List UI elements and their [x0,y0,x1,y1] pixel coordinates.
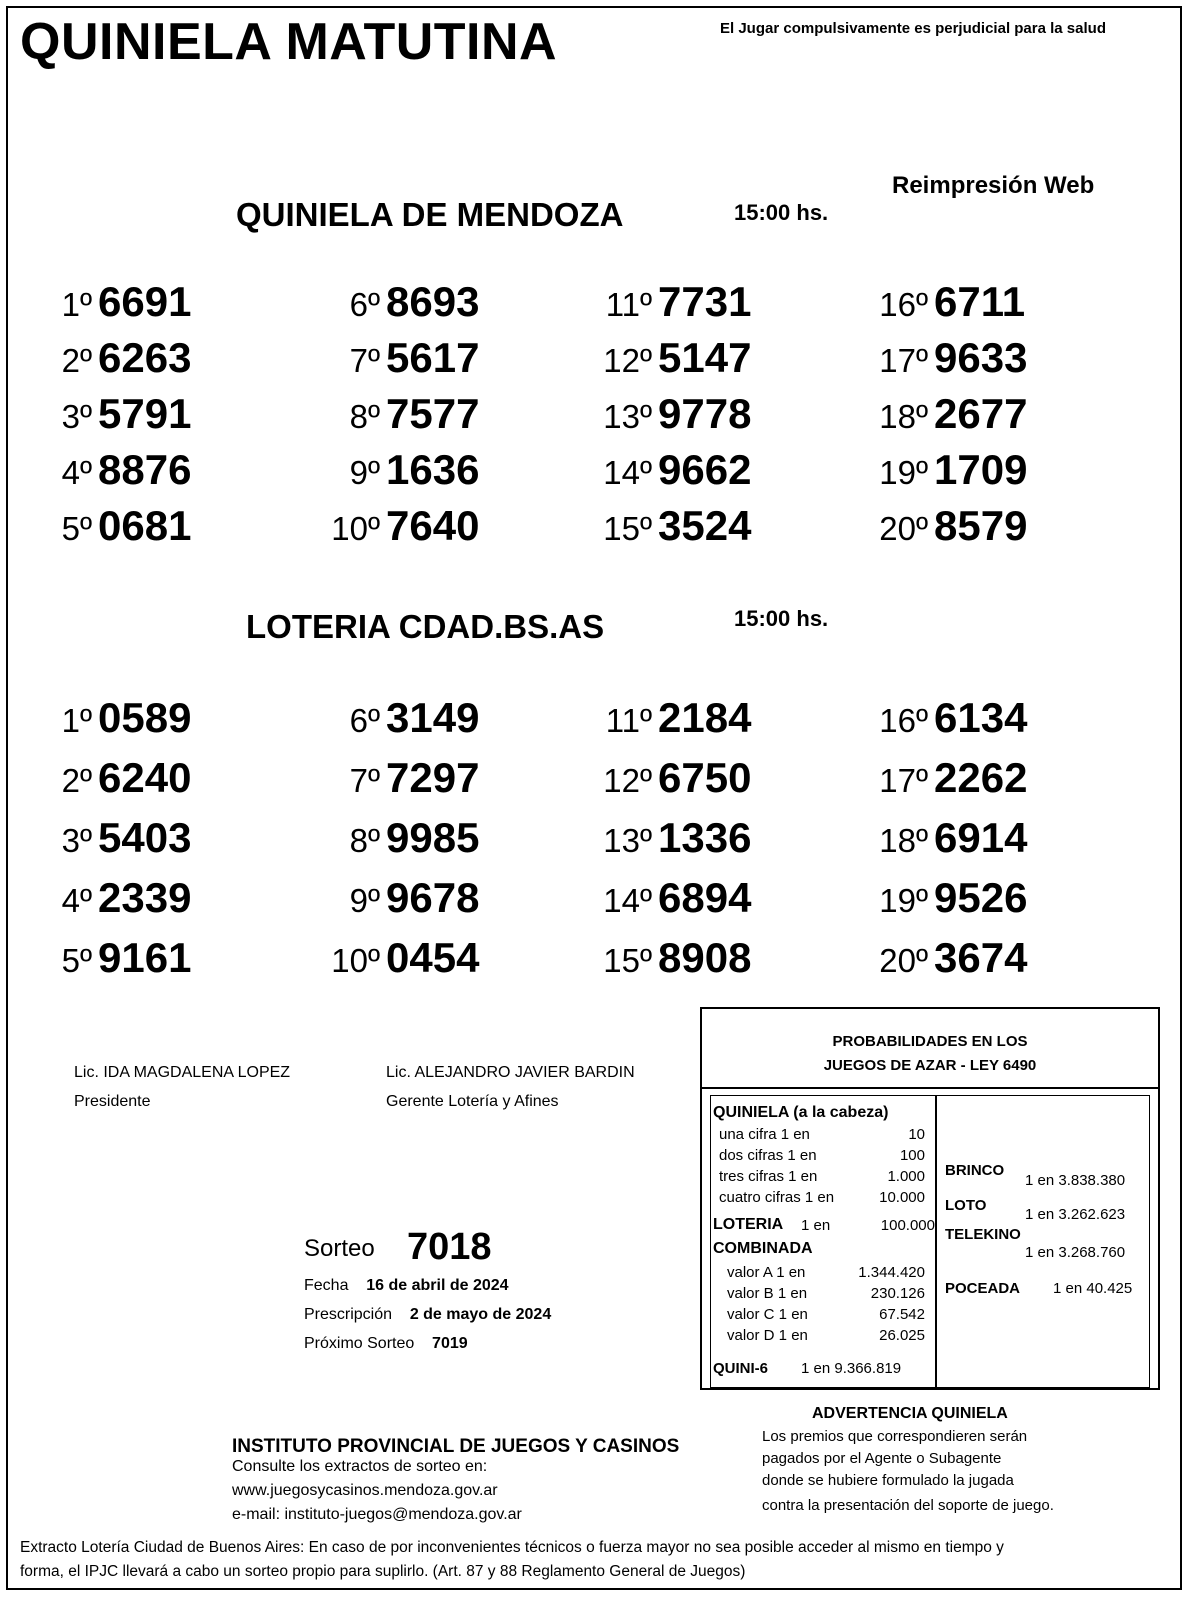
advertencia-title: ADVERTENCIA QUINIELA [812,1405,1008,1422]
advertencia-line-4: contra la presentación del soporte de juego. [762,1497,1054,1514]
footer-line-1: Extracto Lotería Ciudad de Buenos Aires: En caso de por inconvenientes técnicos o fuerza mayor no sea posible acceder al mismo en tiempo y [20,1539,1004,1556]
result-position: 13º [603,398,652,435]
prob-row-label: cuatro cifras 1 en [719,1189,835,1206]
prob-title-line1: PROBABILIDADES EN LOS [832,1033,1028,1050]
result-row [0,502,1200,562]
result-position: 3º [61,398,92,435]
prob-row-value: 1.344.420 [858,1264,925,1281]
prob-row-value: 1.000 [887,1168,925,1185]
result-cell [26,934,191,982]
loto-value: 1 en 3.262.623 [1025,1206,1126,1223]
result-position: 5º [61,942,92,979]
result-number: 0454 [386,934,480,981]
result-cell [26,278,191,326]
result-cell [572,334,751,382]
result-number: 6263 [98,334,192,381]
section-time-mendoza: 15:00 hs. [734,200,829,225]
result-cell [572,814,751,862]
result-cell [848,934,1027,982]
result-number: 2184 [658,694,752,741]
result-cell [300,934,479,982]
result-cell [848,390,1027,438]
result-number: 1636 [386,446,480,493]
result-row [0,446,1200,506]
fecha-value: 16 de abril de 2024 [366,1277,509,1294]
result-number: 8908 [658,934,752,981]
prob-row-label: dos cifras 1 en [719,1147,817,1164]
result-cell [26,754,191,802]
result-number: 9161 [98,934,192,981]
result-row [0,278,1200,338]
advertencia-line-3: donde se hubiere formulado la jugada [762,1472,1014,1489]
result-number: 1709 [934,446,1028,493]
result-number: 3149 [386,694,480,741]
result-position: 20º [879,942,928,979]
result-cell [848,754,1027,802]
result-number: 7297 [386,754,480,801]
section-time-loteria: 15:00 hs. [734,606,829,631]
prob-row-label: valor D 1 en [727,1327,808,1344]
result-position: 18º [879,398,928,435]
prob-row-value: 230.126 [870,1285,925,1302]
prob-row-value: 100 [899,1147,925,1164]
result-row [0,694,1200,754]
result-position: 10º [331,510,380,547]
result-position: 11º [605,702,652,739]
footer-line-2: forma, el IPJC llevará a cabo un sorteo propio para suplirlo. (Art. 87 y 88 Reglamento General de Juegos) [20,1563,746,1580]
result-cell [300,502,479,550]
result-number: 5617 [386,334,480,381]
result-number: 9662 [658,446,752,493]
result-number: 2677 [934,390,1028,437]
result-number: 2339 [98,874,192,921]
loteria-odds: 1 en [801,1217,831,1234]
result-number: 9778 [658,390,752,437]
prob-row-value: 26.025 [879,1327,925,1344]
sorteo-label: Sorteo [304,1235,375,1262]
result-row [0,934,1200,994]
result-cell [300,694,479,742]
result-cell [300,446,479,494]
result-number: 7731 [658,278,752,325]
result-position: 4º [61,454,92,491]
result-position: 20º [879,510,928,547]
prob-row-value: 10.000 [879,1189,925,1206]
result-row [0,334,1200,394]
prob-table [710,1095,1150,1388]
loteria-value: 100.000 [880,1217,935,1234]
result-position: 1º [61,702,92,739]
prescripcion-row [304,1306,551,1324]
result-number: 0681 [98,502,192,549]
brinco-value: 1 en 3.838.380 [1025,1172,1126,1189]
result-cell [26,502,191,550]
result-position: 6º [349,702,380,739]
result-number: 6691 [98,278,192,325]
prob-row-value: 10 [908,1126,925,1143]
prob-row-label: valor B 1 en [727,1285,808,1302]
quiniela-label: QUINIELA (a la cabeza) [713,1104,889,1121]
proximo-label: Próximo Sorteo [304,1335,415,1352]
result-position: 3º [61,822,92,859]
result-position: 5º [61,510,92,547]
result-position: 2º [61,762,92,799]
result-position: 9º [349,882,380,919]
page-title: QUINIELA MATUTINA [20,13,558,71]
prob-row-label: valor C 1 en [727,1306,808,1323]
institute-website[interactable]: www.juegosycasinos.mendoza.gov.ar [232,1482,498,1499]
section-title-mendoza: QUINIELA DE MENDOZA [236,196,624,233]
result-cell [300,334,479,382]
result-number: 9526 [934,874,1028,921]
result-position: 16º [879,286,928,323]
prob-row-label: valor A 1 en [727,1264,806,1281]
result-position: 17º [879,762,928,799]
result-number: 8579 [934,502,1028,549]
result-position: 14º [603,454,652,491]
section-title-loteria: LOTERIA CDAD.BS.AS [246,608,605,645]
result-cell [572,502,751,550]
prob-row-value: 67.542 [879,1306,925,1323]
result-cell [848,502,1027,550]
result-number: 7577 [386,390,480,437]
result-position: 13º [603,822,652,859]
result-position: 11º [605,286,652,323]
prob-row-label: una cifra 1 en [719,1126,810,1143]
prob-divider [702,1087,1158,1089]
result-position: 14º [603,882,652,919]
reprint-label: Reimpresión Web [892,172,1095,199]
proximo-row [304,1335,468,1353]
result-number: 6134 [934,694,1028,741]
telekino-value: 1 en 3.268.760 [1025,1244,1126,1261]
result-position: 7º [349,762,380,799]
result-position: 4º [61,882,92,919]
result-position: 17º [879,342,928,379]
result-position: 12º [603,342,652,379]
result-cell [300,874,479,922]
result-cell [572,934,751,982]
result-cell [848,814,1027,862]
result-number: 6914 [934,814,1028,861]
result-cell [26,334,191,382]
health-warning: El Jugar compulsivamente es perjudicial para la salud [720,20,1106,37]
result-cell [300,278,479,326]
institute-email[interactable]: e-mail: instituto-juegos@mendoza.gov.ar [232,1506,522,1523]
result-cell [26,390,191,438]
result-number: 5403 [98,814,192,861]
result-position: 15º [603,510,652,547]
result-number: 8693 [386,278,480,325]
result-number: 7640 [386,502,480,549]
result-number: 9678 [386,874,480,921]
advertencia-line-2: pagados por el Agente o Subagente [762,1450,1002,1467]
fecha-row [304,1277,509,1295]
result-number: 1336 [658,814,752,861]
prob-row-label: tres cifras 1 en [719,1168,818,1185]
advertencia-line-1: Los premios que correspondieren serán [762,1428,1028,1445]
result-number: 8876 [98,446,192,493]
quini6-label: QUINI-6 [713,1360,769,1377]
result-cell [572,694,751,742]
signature-name-manager: Lic. ALEJANDRO JAVIER BARDIN [386,1064,635,1081]
signature-name-president: Lic. IDA MAGDALENA LOPEZ [74,1064,291,1081]
result-cell [26,446,191,494]
institute-consult: Consulte los extractos de sorteo en: [232,1458,488,1475]
result-row [0,754,1200,814]
result-position: 16º [879,702,928,739]
result-cell [848,874,1027,922]
result-position: 8º [349,822,380,859]
result-cell [300,390,479,438]
result-position: 10º [331,942,380,979]
prob-column-divider [935,1096,937,1387]
result-cell [572,390,751,438]
loto-label: LOTO [945,1197,987,1214]
institute-name: INSTITUTO PROVINCIAL DE JUEGOS Y CASINOS [232,1436,680,1457]
result-cell [300,814,479,862]
result-number: 3674 [934,934,1028,981]
result-number: 9985 [386,814,480,861]
result-number: 6894 [658,874,752,921]
fecha-label: Fecha [304,1277,349,1294]
result-number: 0589 [98,694,192,741]
result-cell [26,874,191,922]
result-row [0,390,1200,450]
result-cell [572,874,751,922]
result-position: 6º [349,286,380,323]
result-number: 5791 [98,390,192,437]
result-cell [848,278,1025,326]
poceada-value: 1 en 40.425 [1053,1280,1133,1297]
result-cell [572,446,751,494]
result-number: 9633 [934,334,1028,381]
result-position: 12º [603,762,652,799]
result-cell [572,754,751,802]
combinada-label: COMBINADA [713,1240,813,1257]
quini6-value: 1 en 9.366.819 [801,1360,902,1377]
loteria-label: LOTERIA [713,1216,784,1233]
result-cell [848,446,1027,494]
result-number: 2262 [934,754,1028,801]
result-position: 7º [349,342,380,379]
sorteo-number: 7018 [407,1226,492,1268]
result-number: 6240 [98,754,192,801]
result-position: 8º [349,398,380,435]
result-cell [848,334,1027,382]
result-number: 5147 [658,334,752,381]
result-position: 18º [879,822,928,859]
result-cell [26,694,191,742]
prescripcion-value: 2 de mayo de 2024 [409,1306,552,1323]
result-position: 9º [349,454,380,491]
proximo-value: 7019 [432,1335,468,1352]
result-position: 2º [61,342,92,379]
result-number: 3524 [658,502,752,549]
result-cell [300,754,479,802]
result-position: 19º [879,454,928,491]
prob-title-line2: JUEGOS DE AZAR - LEY 6490 [823,1057,1037,1074]
result-cell [26,814,191,862]
brinco-label: BRINCO [945,1162,1005,1179]
signature-role-manager: Gerente Lotería y Afines [386,1093,559,1110]
result-row [0,874,1200,934]
probabilities-box [700,1007,1160,1390]
result-position: 15º [603,942,652,979]
result-number: 6711 [934,278,1026,325]
result-cell [572,278,751,326]
poceada-label: POCEADA [945,1280,1021,1297]
signature-role-president: Presidente [74,1093,151,1110]
prescripcion-label: Prescripción [304,1306,393,1323]
result-number: 6750 [658,754,752,801]
result-position: 19º [879,882,928,919]
result-position: 1º [61,286,92,323]
result-row [0,814,1200,874]
telekino-label: TELEKINO [945,1226,1021,1243]
result-cell [848,694,1027,742]
